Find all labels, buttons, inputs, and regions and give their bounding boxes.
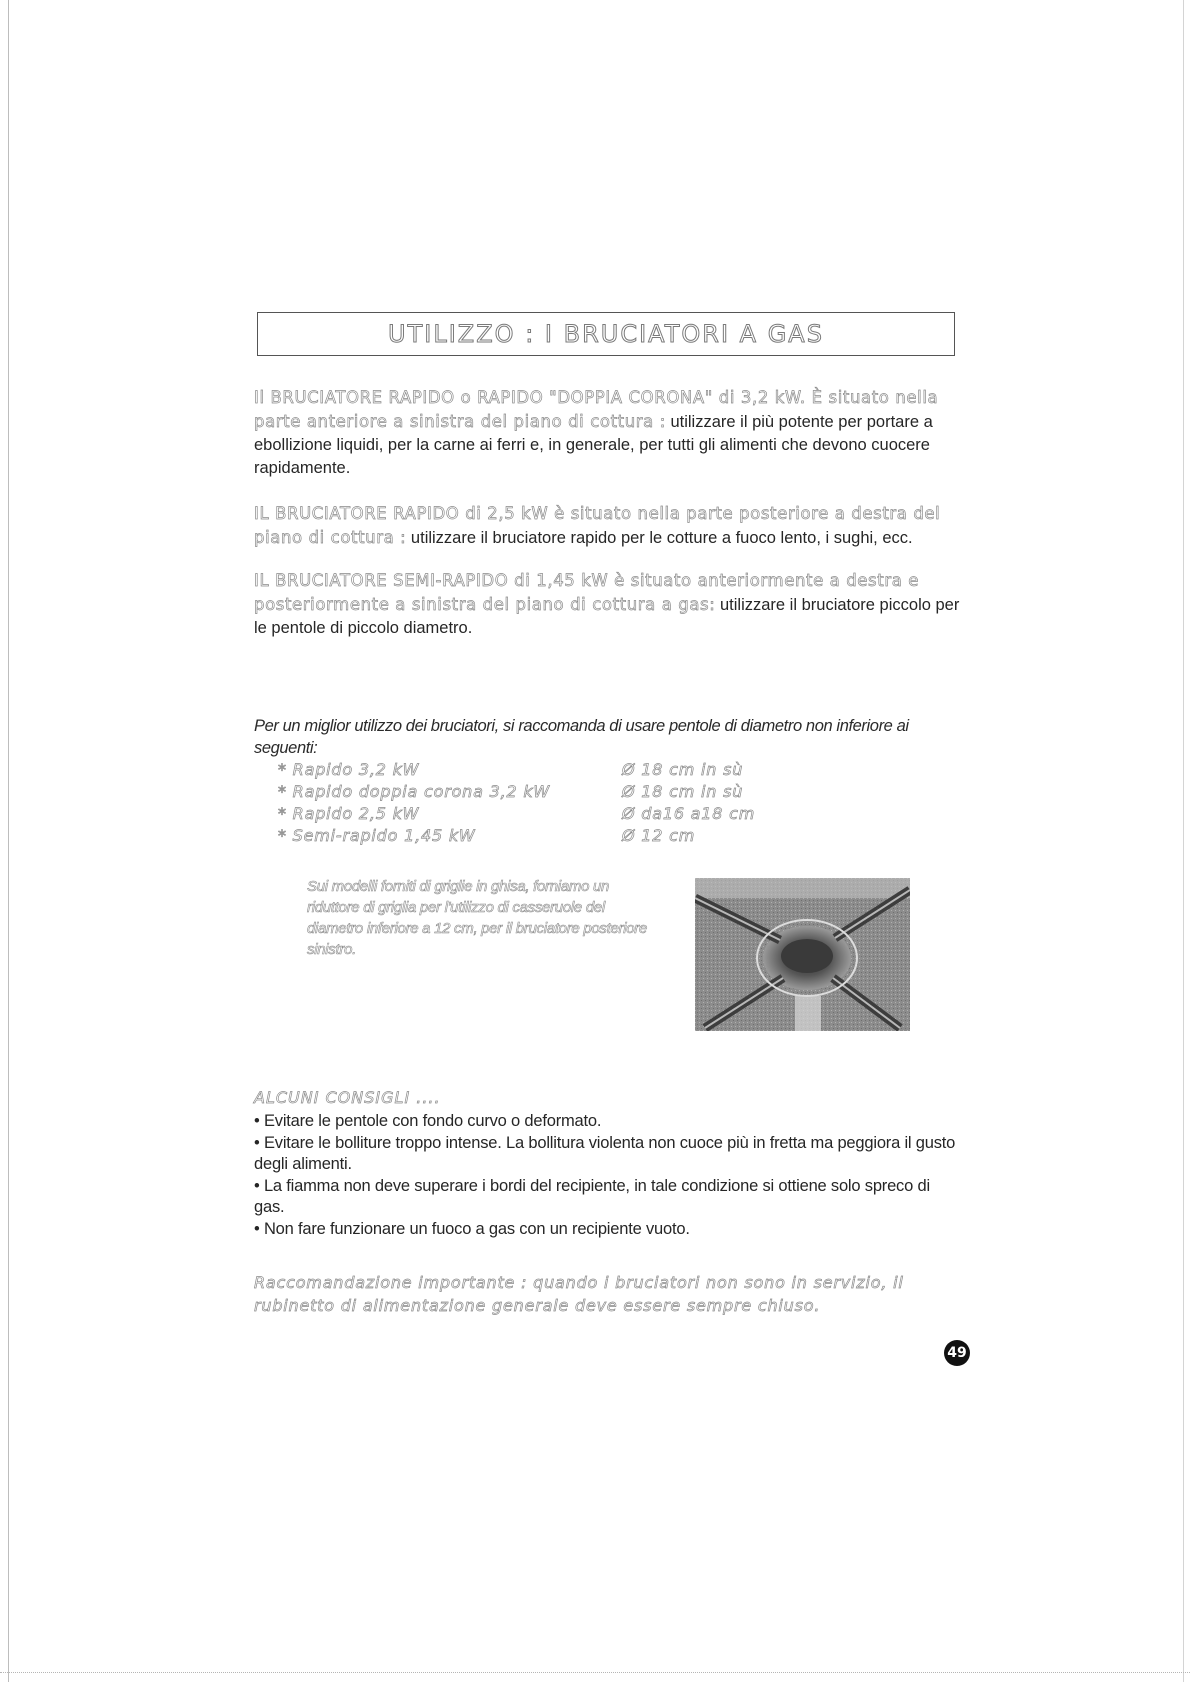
- burner-diameter-list: [278, 760, 838, 848]
- advice-item: • Evitare le pentole con fondo curvo o deformato.: [254, 1112, 602, 1130]
- burner-row: [278, 804, 838, 826]
- grill-reducer-caption: Sui modelli forniti di griglie in ghisa, forniamo un riduttore di griglia per l'utilizzo di casseruole del diametro inferiore a 12 cm, per il bruciatore posteriore sinistro.: [307, 878, 648, 958]
- important-warning: Raccomandazione importante : quando i bruciatori non sono in servizio, il rubinetto di alimentazione generale deve essere sempre chiuso.: [254, 1273, 904, 1315]
- paragraph-rapid-burner: [254, 386, 960, 480]
- paragraph-text: utilizzare il bruciatore piccolo per le pentole di piccolo diametro.: [254, 596, 960, 637]
- recommendation-intro: Per un miglior utilizzo dei bruciatori, si raccomanda di usare pentole di diametro non inferiore ai seguenti:: [254, 717, 909, 757]
- paragraph-text: utilizzare il bruciatore rapido per le cotture a fuoco lento, i sughi, ecc.: [406, 529, 913, 547]
- paragraph-lead: Il BRUCIATORE RAPIDO o RAPIDO "DOPPIA CORONA" di 3,2 kW. È situato nella parte anteriore a sinistra del piano di cottura :: [254, 388, 939, 431]
- burner-grill-illustration: [695, 878, 910, 1031]
- page-number-badge: 49: [944, 1340, 970, 1366]
- advice-heading: ALCUNI CONSIGLI ....: [254, 1088, 441, 1107]
- burner-name: * Semi-rapido 1,45 kW: [278, 826, 476, 845]
- advice-item: • Non fare funzionare un fuoco a gas con un recipiente vuoto.: [254, 1220, 690, 1238]
- burner-row: [278, 760, 838, 782]
- pan-diameter: Ø 18 cm in sù: [622, 760, 744, 779]
- burner-name: * Rapido 2,5 kW: [278, 804, 420, 823]
- section-title-box: [257, 312, 955, 356]
- burner-row: [278, 782, 838, 804]
- advice-item: • La fiamma non deve superare i bordi del recipiente, in tale condizione si ottiene solo spreco di gas.: [254, 1177, 930, 1216]
- paragraph-text: utilizzare il più potente per portare a ebollizione liquidi, per la carne ai ferri e, in generale, per tutti gli alimenti che devono cuocere rapidamente.: [254, 413, 933, 477]
- burner-name: * Rapido doppia corona 3,2 kW: [278, 782, 551, 801]
- advice-item: • Evitare le bolliture troppo intense. La bollitura violenta non cuoce più in fretta ma peggiora il gusto degli alimenti.: [254, 1134, 956, 1173]
- burner-grill-photo: [695, 878, 910, 1031]
- paragraph-rapid-burner-2: [254, 502, 960, 550]
- pan-diameter: Ø 12 cm: [622, 826, 696, 845]
- pan-diameter: Ø da16 a18 cm: [622, 804, 756, 823]
- section-title: UTILIZZO : I BRUCIATORI A GAS: [388, 320, 824, 348]
- page-edge-right: [1183, 0, 1184, 1682]
- paragraph-semi-rapid-burner: [254, 569, 960, 640]
- page-edge-left: [8, 0, 9, 1682]
- pan-diameter: Ø 18 cm in sù: [622, 782, 744, 801]
- paragraph-lead: IL BRUCIATORE RAPIDO di 2,5 kW è situato nella parte posteriore a destra del piano di cottura :: [254, 504, 941, 547]
- advice-list: [254, 1111, 960, 1241]
- burner-row: [278, 826, 838, 848]
- paragraph-lead: IL BRUCIATORE SEMI-RAPIDO di 1,45 kW è situato anteriormente a destra e posteriormente a sinistra del piano di cottura a gas:: [254, 571, 920, 614]
- page-edge-bottom: [0, 1672, 1190, 1674]
- burner-name: * Rapido 3,2 kW: [278, 760, 420, 779]
